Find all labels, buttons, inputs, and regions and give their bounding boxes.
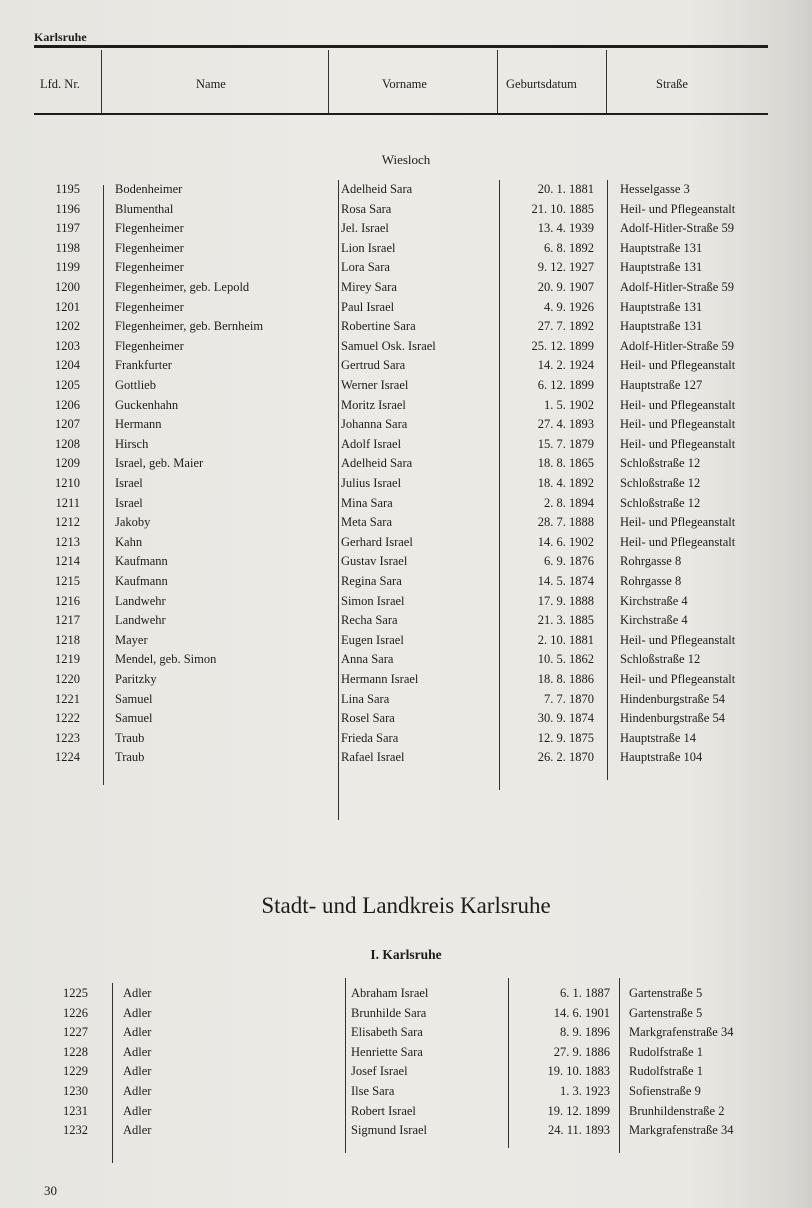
page-number: 30 xyxy=(44,1183,57,1198)
cell-lfd-nr: 1205 xyxy=(55,378,80,392)
cell-vorname: Gerhard Israel xyxy=(341,534,413,549)
cell-vorname: Recha Sara xyxy=(341,613,398,628)
cell-geburtsdatum: 17. 9. 1888 xyxy=(537,593,594,608)
table-row xyxy=(0,515,812,534)
cell-vorname: Adolf Israel xyxy=(341,436,402,451)
cell-strasse: Adolf-Hitler-Straße 59 xyxy=(620,338,734,353)
cell-lfd-nr: 1231 xyxy=(63,1103,88,1118)
cell-lfd-nr: 1221 xyxy=(55,691,80,706)
cell-lfd-nr: 1214 xyxy=(55,554,80,569)
cell-name: Mendel, geb. Simon xyxy=(115,652,217,667)
cell-lfd-nr: 1201 xyxy=(55,299,80,314)
table-row xyxy=(0,672,812,691)
cell-vorname: Lora Sara xyxy=(341,260,390,275)
cell-lfd-nr: 1217 xyxy=(55,613,80,628)
table-row xyxy=(0,280,812,299)
cell-geburtsdatum: 6. 12. 1899 xyxy=(537,378,594,392)
cell-name: Flegenheimer, geb. Bernheim xyxy=(115,319,264,334)
table-row xyxy=(0,535,812,554)
cell-vorname: Adelheid Sara xyxy=(341,182,413,196)
cell-name: Hermann xyxy=(115,417,162,432)
cell-name: Adler xyxy=(123,1103,152,1118)
cell-strasse: Hauptstraße 104 xyxy=(620,750,703,765)
cell-geburtsdatum: 10. 5. 1862 xyxy=(537,652,594,667)
table-row xyxy=(0,613,812,632)
cell-vorname: Mirey Sara xyxy=(341,280,397,294)
cell-geburtsdatum: 14. 6. 1902 xyxy=(537,534,594,549)
cell-geburtsdatum: 27. 4. 1893 xyxy=(537,417,594,432)
cell-name: Adler xyxy=(123,1123,152,1138)
cell-geburtsdatum: 19. 10. 1883 xyxy=(547,1064,610,1079)
cell-strasse: Markgrafenstraße 34 xyxy=(629,1123,734,1138)
cell-name: Israel xyxy=(115,495,143,510)
cell-lfd-nr: 1208 xyxy=(55,436,80,451)
cell-vorname: Paul Israel xyxy=(341,299,395,314)
section-subtitle: I. Karlsruhe xyxy=(370,947,442,962)
header-name: Name xyxy=(196,77,226,91)
table-row xyxy=(0,652,812,671)
header-lfd-nr: Lfd. Nr. xyxy=(40,77,80,91)
cell-lfd-nr: 1199 xyxy=(55,260,80,275)
cell-lfd-nr: 1229 xyxy=(63,1064,88,1079)
cell-strasse: Hauptstraße 14 xyxy=(620,730,697,745)
cell-lfd-nr: 1197 xyxy=(55,221,80,236)
table-row xyxy=(0,633,812,652)
cell-geburtsdatum: 30. 9. 1874 xyxy=(537,711,594,726)
cell-name: Gottlieb xyxy=(115,378,156,392)
cell-geburtsdatum: 18. 4. 1892 xyxy=(537,476,594,490)
table-row xyxy=(0,221,812,240)
table-row xyxy=(0,260,812,279)
cell-strasse: Adolf-Hitler-Straße 59 xyxy=(620,221,734,236)
cell-lfd-nr: 1210 xyxy=(55,476,80,490)
cell-strasse: Hauptstraße 131 xyxy=(620,240,703,255)
cell-lfd-nr: 1206 xyxy=(55,397,80,412)
cell-strasse: Hauptstraße 127 xyxy=(620,378,703,392)
cell-vorname: Abraham Israel xyxy=(351,986,429,1000)
cell-lfd-nr: 1230 xyxy=(63,1084,88,1098)
cell-name: Flegenheimer xyxy=(115,338,184,353)
cell-vorname: Ilse Sara xyxy=(351,1084,395,1098)
cell-name: Traub xyxy=(115,750,145,765)
cell-strasse: Heil- und Pflegeanstalt xyxy=(620,672,736,686)
cell-lfd-nr: 1220 xyxy=(55,672,80,686)
cell-vorname: Werner Israel xyxy=(341,378,409,392)
cell-lfd-nr: 1196 xyxy=(55,201,80,216)
cell-lfd-nr: 1224 xyxy=(55,750,80,765)
cell-lfd-nr: 1203 xyxy=(55,338,80,353)
cell-vorname: Mina Sara xyxy=(341,495,393,510)
cell-geburtsdatum: 21. 3. 1885 xyxy=(537,613,594,628)
cell-geburtsdatum: 27. 9. 1886 xyxy=(553,1044,610,1059)
cell-vorname: Brunhilde Sara xyxy=(351,1005,427,1020)
table-row xyxy=(0,1084,812,1103)
cell-vorname: Lina Sara xyxy=(341,691,390,706)
cell-lfd-nr: 1227 xyxy=(63,1025,88,1040)
header-separator xyxy=(101,50,102,113)
cell-strasse: Gartenstraße 5 xyxy=(629,1005,703,1020)
table-row xyxy=(0,476,812,495)
table-row xyxy=(0,358,812,377)
cell-strasse: Heil- und Pflegeanstalt xyxy=(620,515,736,530)
cell-vorname: Rosel Sara xyxy=(341,711,395,726)
cell-geburtsdatum: 15. 7. 1879 xyxy=(537,436,594,451)
cell-name: Samuel xyxy=(115,691,153,706)
cell-vorname: Elisabeth Sara xyxy=(351,1025,423,1040)
cell-vorname: Anna Sara xyxy=(341,652,394,667)
table-row xyxy=(0,986,812,1005)
cell-strasse: Heil- und Pflegeanstalt xyxy=(620,358,736,373)
cell-name: Landwehr xyxy=(115,593,166,608)
cell-name: Kaufmann xyxy=(115,554,168,569)
cell-strasse: Kirchstraße 4 xyxy=(620,593,688,608)
cell-name: Jakoby xyxy=(115,515,151,530)
cell-geburtsdatum: 14. 5. 1874 xyxy=(537,574,594,588)
header-geburtsdatum: Geburtsdatum xyxy=(506,77,577,91)
cell-strasse: Schloßstraße 12 xyxy=(620,495,701,510)
table-row xyxy=(0,1123,812,1142)
cell-vorname: Adelheid Sara xyxy=(341,456,413,471)
table-row xyxy=(0,711,812,730)
cell-vorname: Johanna Sara xyxy=(341,417,408,432)
table-row xyxy=(0,496,812,515)
cell-strasse: Rohrgasse 8 xyxy=(620,574,682,588)
cell-lfd-nr: 1232 xyxy=(63,1123,88,1138)
cell-strasse: Adolf-Hitler-Straße 59 xyxy=(620,280,734,294)
table-row xyxy=(0,750,812,769)
cell-vorname: Frieda Sara xyxy=(341,730,399,745)
cell-lfd-nr: 1215 xyxy=(55,574,80,588)
cell-strasse: Schloßstraße 12 xyxy=(620,652,701,667)
cell-geburtsdatum: 6. 1. 1887 xyxy=(560,986,610,1000)
place-heading: Wiesloch xyxy=(381,152,431,167)
table-row xyxy=(0,731,812,750)
cell-geburtsdatum: 19. 12. 1899 xyxy=(547,1103,610,1118)
cell-geburtsdatum: 27. 7. 1892 xyxy=(537,319,594,334)
cell-vorname: Jel. Israel xyxy=(341,221,389,236)
cell-geburtsdatum: 18. 8. 1886 xyxy=(537,672,594,686)
table-row xyxy=(0,300,812,319)
cell-lfd-nr: 1218 xyxy=(55,632,80,647)
cell-strasse: Hindenburgstraße 54 xyxy=(620,691,725,706)
cell-lfd-nr: 1202 xyxy=(55,319,80,334)
cell-name: Landwehr xyxy=(115,613,166,628)
cell-geburtsdatum: 12. 9. 1875 xyxy=(537,730,594,745)
cell-lfd-nr: 1200 xyxy=(55,280,80,294)
cell-geburtsdatum: 24. 11. 1893 xyxy=(547,1123,610,1138)
table-row xyxy=(0,202,812,221)
table-row xyxy=(0,1104,812,1123)
cell-strasse: Heil- und Pflegeanstalt xyxy=(620,534,736,549)
table-row xyxy=(0,574,812,593)
cell-vorname: Rosa Sara xyxy=(341,201,392,216)
cell-lfd-nr: 1225 xyxy=(63,986,88,1000)
cell-name: Kahn xyxy=(115,534,143,549)
cell-geburtsdatum: 9. 12. 1927 xyxy=(537,260,594,275)
cell-geburtsdatum: 14. 2. 1924 xyxy=(537,358,594,373)
cell-geburtsdatum: 20. 9. 1907 xyxy=(537,280,594,294)
cell-name: Paritzky xyxy=(115,672,157,686)
cell-geburtsdatum: 14. 6. 1901 xyxy=(553,1005,610,1020)
cell-geburtsdatum: 1. 3. 1923 xyxy=(560,1084,610,1098)
cell-name: Mayer xyxy=(115,632,148,647)
table-row xyxy=(0,1025,812,1044)
cell-vorname: Rafael Israel xyxy=(341,750,405,765)
cell-vorname: Regina Sara xyxy=(341,574,402,588)
cell-vorname: Gertrud Sara xyxy=(341,358,406,373)
cell-geburtsdatum: 26. 2. 1870 xyxy=(537,750,594,765)
header-vorname: Vorname xyxy=(382,77,427,91)
cell-geburtsdatum: 8. 9. 1896 xyxy=(560,1025,610,1040)
cell-geburtsdatum: 4. 9. 1926 xyxy=(544,299,594,314)
cell-strasse: Hauptstraße 131 xyxy=(620,299,703,314)
cell-lfd-nr: 1222 xyxy=(55,711,80,726)
cell-lfd-nr: 1195 xyxy=(55,182,80,196)
cell-strasse: Hesselgasse 3 xyxy=(620,182,690,196)
cell-vorname: Sigmund Israel xyxy=(351,1123,428,1138)
cell-name: Adler xyxy=(123,1044,152,1059)
cell-geburtsdatum: 2. 8. 1894 xyxy=(544,495,594,510)
cell-lfd-nr: 1211 xyxy=(55,495,80,510)
cell-strasse: Hauptstraße 131 xyxy=(620,319,703,334)
header-separator xyxy=(328,50,329,113)
cell-geburtsdatum: 18. 8. 1865 xyxy=(537,456,594,471)
cell-vorname: Josef Israel xyxy=(351,1064,408,1079)
cell-strasse: Sofienstraße 9 xyxy=(629,1084,701,1098)
cell-name: Hirsch xyxy=(115,436,149,451)
cell-name: Kaufmann xyxy=(115,574,168,588)
table-row xyxy=(0,437,812,456)
table-row xyxy=(0,378,812,397)
table-row xyxy=(0,319,812,338)
cell-strasse: Rohrgasse 8 xyxy=(620,554,682,569)
cell-name: Flegenheimer xyxy=(115,260,184,275)
cell-strasse: Heil- und Pflegeanstalt xyxy=(620,436,736,451)
cell-strasse: Hindenburgstraße 54 xyxy=(620,711,725,726)
cell-vorname: Robert Israel xyxy=(351,1103,416,1118)
running-head: Karlsruhe xyxy=(34,30,87,44)
cell-name: Bodenheimer xyxy=(115,182,183,196)
cell-lfd-nr: 1209 xyxy=(55,456,80,471)
cell-vorname: Eugen Israel xyxy=(341,632,404,647)
cell-vorname: Moritz Israel xyxy=(341,397,406,412)
cell-name: Flegenheimer, geb. Lepold xyxy=(115,280,250,294)
cell-vorname: Lion Israel xyxy=(341,240,396,255)
cell-vorname: Gustav Israel xyxy=(341,554,408,569)
table-row xyxy=(0,1006,812,1025)
cell-strasse: Heil- und Pflegeanstalt xyxy=(620,632,736,647)
cell-lfd-nr: 1216 xyxy=(55,593,80,608)
cell-strasse: Schloßstraße 12 xyxy=(620,456,701,471)
cell-strasse: Markgrafenstraße 34 xyxy=(629,1025,734,1040)
cell-lfd-nr: 1198 xyxy=(55,240,80,255)
table-row xyxy=(0,417,812,436)
table-row xyxy=(0,339,812,358)
cell-name: Blumenthal xyxy=(115,201,174,216)
cell-geburtsdatum: 2. 10. 1881 xyxy=(537,632,594,647)
cell-strasse: Heil- und Pflegeanstalt xyxy=(620,397,736,412)
cell-name: Adler xyxy=(123,1084,152,1098)
cell-vorname: Meta Sara xyxy=(341,515,393,530)
cell-name: Guckenhahn xyxy=(115,397,179,412)
cell-name: Traub xyxy=(115,730,145,745)
header-bottom-rule xyxy=(34,113,768,115)
cell-vorname: Julius Israel xyxy=(341,476,402,490)
cell-name: Flegenheimer xyxy=(115,221,184,236)
cell-lfd-nr: 1207 xyxy=(55,417,80,432)
header-separator xyxy=(606,50,607,113)
cell-strasse: Gartenstraße 5 xyxy=(629,986,703,1000)
cell-lfd-nr: 1213 xyxy=(55,534,80,549)
cell-geburtsdatum: 13. 4. 1939 xyxy=(537,221,594,236)
cell-geburtsdatum: 28. 7. 1888 xyxy=(537,515,594,530)
table-row xyxy=(0,241,812,260)
cell-geburtsdatum: 21. 10. 1885 xyxy=(531,201,594,216)
cell-geburtsdatum: 6. 9. 1876 xyxy=(544,554,594,569)
table-row xyxy=(0,594,812,613)
table-row xyxy=(0,692,812,711)
section-title: Stadt- und Landkreis Karlsruhe xyxy=(261,893,551,918)
cell-lfd-nr: 1204 xyxy=(55,358,80,373)
cell-lfd-nr: 1223 xyxy=(55,730,80,745)
cell-geburtsdatum: 1. 5. 1902 xyxy=(544,397,594,412)
table-row xyxy=(0,1045,812,1064)
cell-lfd-nr: 1219 xyxy=(55,652,80,667)
table-row xyxy=(0,456,812,475)
cell-strasse: Rudolfstraße 1 xyxy=(629,1064,703,1079)
cell-geburtsdatum: 20. 1. 1881 xyxy=(537,182,594,196)
cell-strasse: Schloßstraße 12 xyxy=(620,476,701,490)
table-row xyxy=(0,1064,812,1083)
cell-name: Flegenheimer xyxy=(115,240,184,255)
cell-vorname: Hermann Israel xyxy=(341,672,419,686)
cell-strasse: Hauptstraße 131 xyxy=(620,260,703,275)
cell-geburtsdatum: 7. 7. 1870 xyxy=(544,691,594,706)
cell-name: Israel, geb. Maier xyxy=(115,456,204,471)
cell-vorname: Simon Israel xyxy=(341,593,405,608)
cell-name: Frankfurter xyxy=(115,358,172,373)
cell-name: Samuel xyxy=(115,711,153,726)
cell-vorname: Samuel Osk. Israel xyxy=(341,338,436,353)
top-rule xyxy=(34,45,768,48)
table-row xyxy=(0,554,812,573)
cell-strasse: Kirchstraße 4 xyxy=(620,613,688,628)
cell-vorname: Henriette Sara xyxy=(351,1044,423,1059)
cell-name: Adler xyxy=(123,1005,152,1020)
table-row xyxy=(0,182,812,201)
cell-name: Adler xyxy=(123,986,152,1000)
cell-lfd-nr: 1212 xyxy=(55,515,80,530)
cell-strasse: Heil- und Pflegeanstalt xyxy=(620,201,736,216)
table-row xyxy=(0,398,812,417)
cell-name: Adler xyxy=(123,1025,152,1040)
cell-geburtsdatum: 6. 8. 1892 xyxy=(544,240,594,255)
cell-strasse: Brunhildenstraße 2 xyxy=(629,1103,725,1118)
cell-geburtsdatum: 25. 12. 1899 xyxy=(531,338,594,353)
header-separator xyxy=(497,50,498,113)
cell-name: Flegenheimer xyxy=(115,299,184,314)
cell-vorname: Robertine Sara xyxy=(341,319,416,334)
cell-strasse: Rudolfstraße 1 xyxy=(629,1044,703,1059)
cell-lfd-nr: 1228 xyxy=(63,1044,88,1059)
header-strasse: Straße xyxy=(656,77,688,91)
cell-name: Adler xyxy=(123,1064,152,1079)
cell-name: Israel xyxy=(115,476,143,490)
cell-strasse: Heil- und Pflegeanstalt xyxy=(620,417,736,432)
cell-lfd-nr: 1226 xyxy=(63,1005,88,1020)
